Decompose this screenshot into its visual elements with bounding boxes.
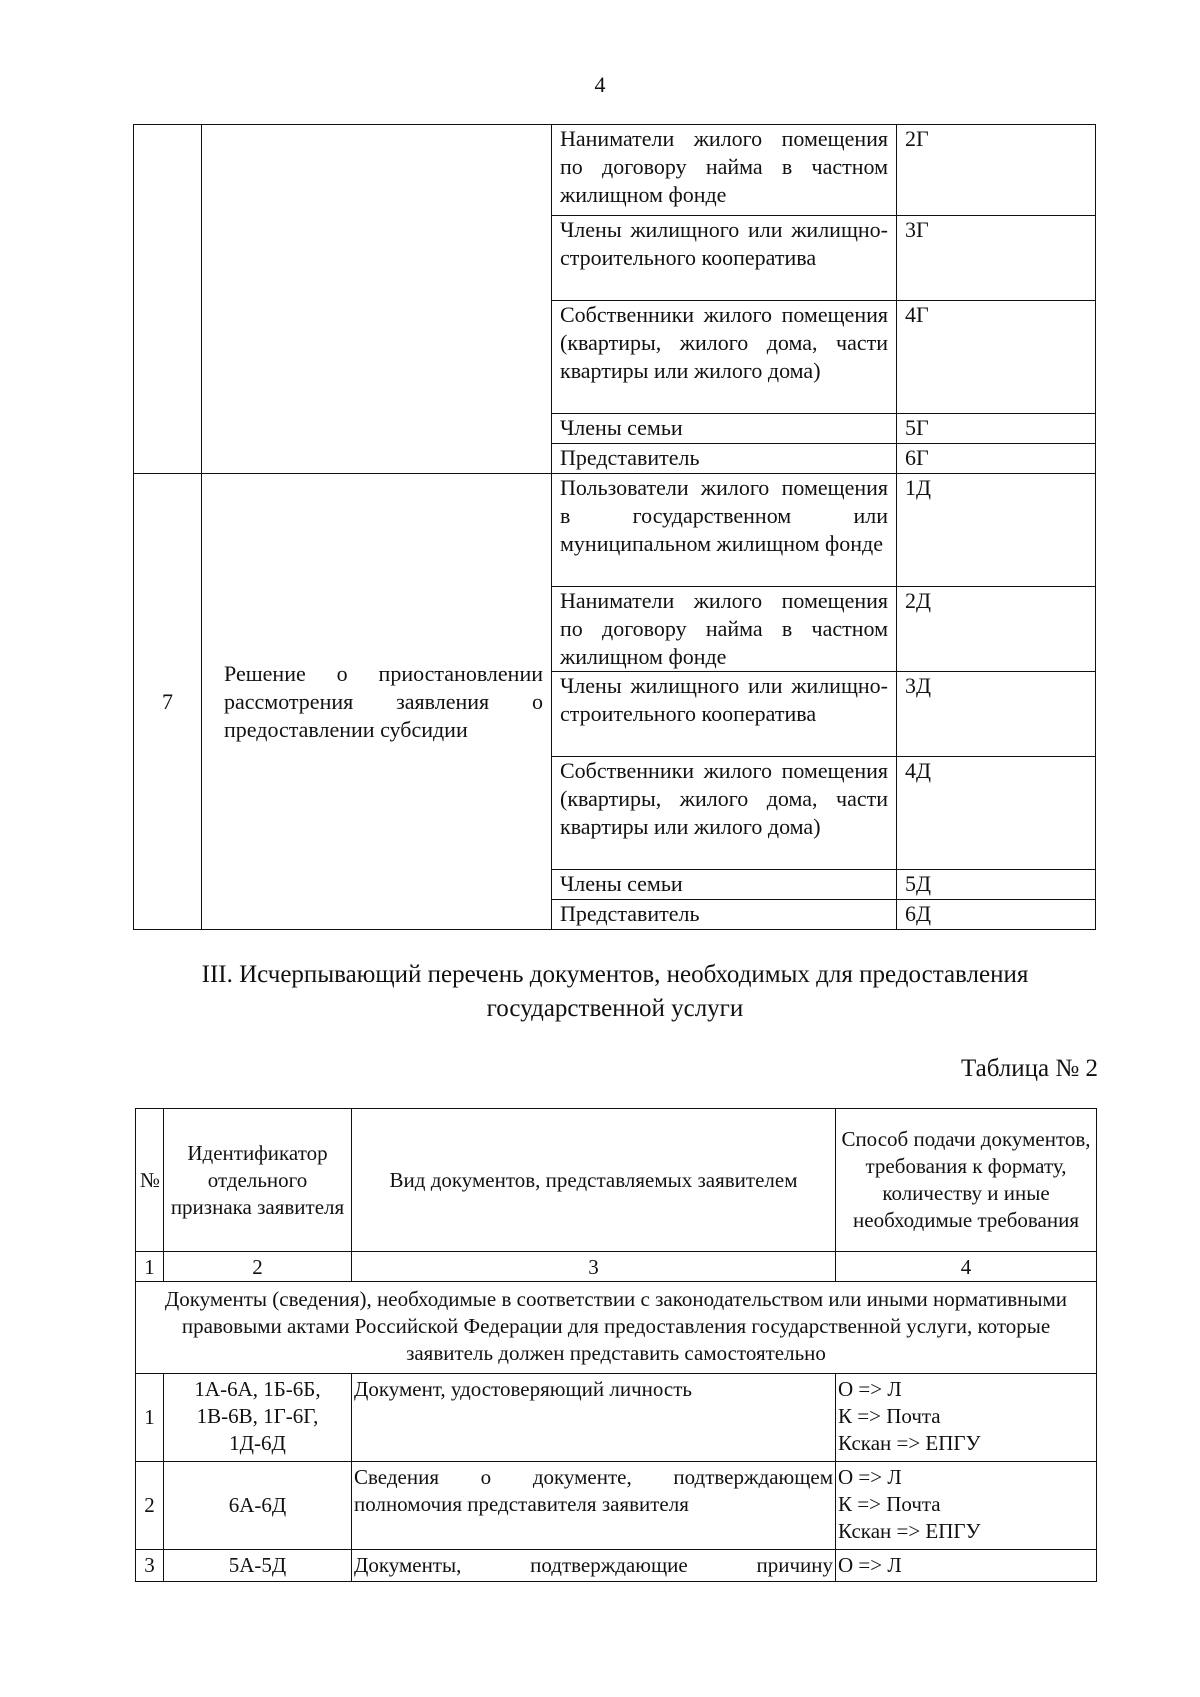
- category-cell: Представитель: [552, 444, 897, 474]
- category-cell: Наниматели жилого помещения по договору найма в частном жилищном фонде: [552, 587, 897, 672]
- row-identifier: 6А-6Д: [164, 1462, 352, 1550]
- category-id-cell: 4Д: [897, 757, 1096, 870]
- page-number: 4: [594, 72, 606, 97]
- category-cell: Члены семьи: [552, 870, 897, 900]
- row-methods: [836, 1550, 1097, 1582]
- method-line: О => Л: [838, 1553, 902, 1577]
- method-line: К => Почта: [838, 1492, 941, 1516]
- category-id-cell: 6Г: [897, 444, 1096, 474]
- category-cell: Члены жилищного или жилищно-строительного кооператива: [552, 216, 897, 301]
- category-id-cell: 6Д: [897, 900, 1096, 930]
- category-cell: Собственники жилого помещения (квартиры, жилого дома, части квартиры или жилого дома): [552, 301, 897, 414]
- category-id-cell: 5Г: [897, 414, 1096, 444]
- column-index: 1: [136, 1252, 164, 1282]
- row-document: Документ, удостоверяющий личность: [352, 1374, 836, 1462]
- method-line: Кскан => ЕПГУ: [838, 1519, 981, 1543]
- category-id-cell: 3Д: [897, 672, 1096, 757]
- row-document: Документы, подтверждающие причину: [352, 1550, 836, 1582]
- row-num: 1: [136, 1374, 164, 1462]
- row-identifier: 5А-5Д: [164, 1550, 352, 1582]
- row-methods: [836, 1374, 1097, 1462]
- row-identifier: 1А-6А, 1Б-6Б, 1В-6В, 1Г-6Г, 1Д-6Д: [164, 1374, 352, 1462]
- method-line: О => Л: [838, 1377, 902, 1401]
- category-id-cell: 5Д: [897, 870, 1096, 900]
- category-cell: Представитель: [552, 900, 897, 930]
- category-cell: Члены жилищного или жилищно-строительного кооператива: [552, 672, 897, 757]
- category-id-cell: 4Г: [897, 301, 1096, 414]
- method-line: К => Почта: [838, 1404, 941, 1428]
- category-cell: Члены семьи: [552, 414, 897, 444]
- row-num: 2: [136, 1462, 164, 1550]
- category-id-cell: 3Г: [897, 216, 1096, 301]
- documents-table: [135, 1108, 1097, 1582]
- table-caption: Таблица № 2: [960, 1055, 1098, 1082]
- group-description-cell: Решение о приостановлении рассмотрения заявления о предоставлении субсидии: [202, 474, 552, 930]
- group-description-cell: [202, 125, 552, 474]
- applicant-categories-table: [133, 124, 1096, 930]
- method-line: О => Л: [838, 1465, 902, 1489]
- column-index: 3: [352, 1252, 836, 1282]
- column-index: 2: [164, 1252, 352, 1282]
- header-method: Способ подачи документов, требования к формату, количеству и иные необходимые требования: [836, 1109, 1097, 1252]
- column-index: 4: [836, 1252, 1097, 1282]
- category-id-cell: 2Д: [897, 587, 1096, 672]
- row-methods: [836, 1462, 1097, 1550]
- group-number-cell: [134, 125, 202, 474]
- category-cell: Собственники жилого помещения (квартиры, жилого дома, части квартиры или жилого дома): [552, 757, 897, 870]
- group-number-cell: 7: [134, 474, 202, 930]
- category-cell: Наниматели жилого помещения по договору найма в частном жилищном фонде: [552, 125, 897, 216]
- row-num: 3: [136, 1550, 164, 1582]
- row-document: Сведения о документе, подтверждающем полномочия представителя заявителя: [352, 1462, 836, 1550]
- category-id-cell: 2Г: [897, 125, 1096, 216]
- section-title: III. Исчерпывающий перечень документов, необходимых для предоставления государственной услуги: [201, 961, 1029, 1022]
- header-identifier: Идентификатор отдельного признака заявителя: [164, 1109, 352, 1252]
- header-docs: Вид документов, представляемых заявителем: [352, 1109, 836, 1252]
- header-num: №: [136, 1109, 164, 1252]
- category-id-cell: 1Д: [897, 474, 1096, 587]
- section-row: Документы (сведения), необходимые в соответствии с законодательством или иными нормативными правовыми актами Российской Федерации для предоставления государственной услуги, которые заявитель должен представить самостоятельно: [136, 1282, 1097, 1374]
- category-cell: Пользователи жилого помещения в государственном или муниципальном жилищном фонде: [552, 474, 897, 587]
- method-line: Кскан => ЕПГУ: [838, 1431, 981, 1455]
